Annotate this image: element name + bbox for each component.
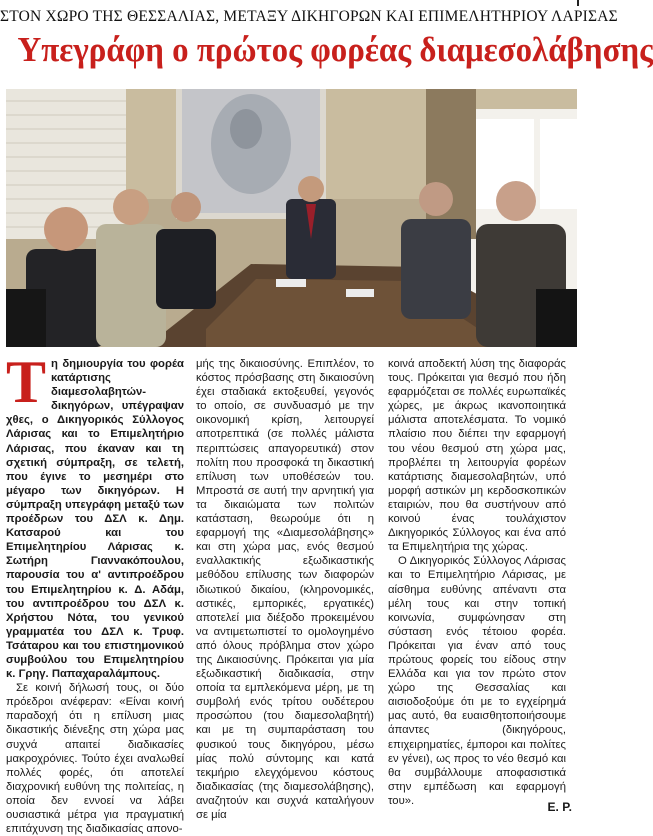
article-headline: Υπεγράφη ο πρώτος φορέας διαμεσολάβησης <box>17 30 653 69</box>
body-paragraph: μής της δικαιοσύνης. Επιπλέον, το κόστος πρόσβασης στη δικαιοσύνη έχει σταδιακά εκτοξευθεί, γεγονός το οποίο, σε συνδυασμό με την οικονομική κρίση, λειτουργεί αποτρεπτικά (σε πολλές μάλιστα περιπτώσεις απαγορευτικά) στον πολίτη που προσφοκά τη δικαστική επίλυση των υποθέσεών του. Μπροστά σε αυτή την αρνητική για τα δικαιώματα των πολιτών κατάσταση, θεωρούμε ότι η εφαρμογή της «Διαμεσολάβησης» και στη χώρα μας, ενός θεσμού εναλλακτικής εξωδικαστικής μεθόδου επίλυσης των διαφορών ιδιωτικού δικαίου, (κληρονομικές, αστικές, εμπορικές, εργατικές) αποτελεί μια διέξοδο προκειμένου να αντιμετωπιστεί το ομολογημένο από όλους πρόβλημα στον χώρο της Δικαιοσύνης. Πρόκειται για μία εξωδικαστική διαδικασία, στην οποία τα εμπλεκόμενα μέρη, με τη συμβολή ενός τρίτου ουδέτερου προσώπου (του διαμεσολαβητή) και με τη συμπαράσταση του φυσικού τους δικηγόρου, μέσω μίας πολύ σύντομης και κατά τεκμήριο ελεγχόμενου κόστους διαδικασίας (της διαμεσολάβησης), αναζητούν και συχνά καταλήγουν σε μία <box>196 358 374 821</box>
body-paragraph: κοινά αποδεκτή λύση της διαφοράς τους. Πρόκειται για θεσμό που ήδη εφαρμόζεται σε πολλές ευρωπαϊκές χώρες, με άκρως ικανοποιητικά μάλιστα αποτελέσματα. Το νομικό πλαίσιο που διέπει την εφαρμογή του νέου θεσμού στη χώρα μας, προβλέπει τη λειτουργία φορέων κατάρτισης διαμεσολαβητών, υπό μορφή αστικών μη κερδοσκοπικών εταιριών, που θα συστήνουν από κοινού ένας τουλάχιστον Δικηγορικός Σύλλογος και ένα από τα Επιμελητήρια της χώρας. <box>388 358 566 554</box>
body-column-2 <box>196 357 374 821</box>
body-paragraph: Ο Δικηγορικός Σύλλογος Λάρισας και το Επιμελητήριο Λάρισας, με αίσθημα ευθύνης απέναντι στα μέλη τους και στην τοπική κοινωνία, συμφώνησαν στη σύσταση ενός τέτοιου φορέα. Πρόκειται για έναν από τους πρώτους φορείς του είδους στην Ελλάδα και για τον πρώτο στον χώρο της Θεσσαλίας και αισιοδοξούμε ότι με το εγχείρημά μας αυτό, θα ευαισθητοποιήσουμε άπαντες (δικηγόρους, επιχειρηματίες, έμποροι και πολίτες εν γένει), ως προς το νέο θεσμό και θα συμβάλλουμε αποφασιστικά στην εμπέδωση και εφαρμογή του». <box>388 555 566 807</box>
body-column-1 <box>6 349 184 836</box>
body-column-3 <box>388 357 566 807</box>
drop-cap: Τ <box>6 349 47 415</box>
lead-paragraph: η δημιουργία του φορέα κατάρτισης διαμεσολαβητών-δικηγόρων, υπέγραψαν χθες, ο Δικηγορικός Σύλλογος Λάρισας και το Επιμελητήριο Λάρισας, που έκαναν και τη σχετική σύμπραξη, σε τελετή, που έγινε το μεσημέρι στο μέγαρο των δικηγόρων. Η σύμπραξη υπεγράφη μεταξύ των προέδρων του ΔΣΛ κ. Δημ. Κατσαρού και του Επιμελητηρίου Λάρισας κ. Σωτήρη Γιαννακόπουλου, παρουσία του α' αντιπροέδρου του Επιμελητηρίου κ. Δ. Αδάμ, του αντιπροέδρου του ΔΣΛ κ. Χρήστου Νότα, του γενικού γραμματέα του ΔΣΛ κ. Τρυφ. Τσάταρου και του επιστημονικού συμβούλου του Επιμελητηρίου κ. Γρηγ. Παπαχαραλάμπους. <box>6 358 184 681</box>
article-photo <box>6 89 577 347</box>
author-signature: Ε. Ρ. <box>547 800 572 814</box>
article-body <box>6 349 572 836</box>
page-edge-mark <box>577 0 579 6</box>
article-kicker: ΣΤΟΝ ΧΩΡΟ ΤΗΣ ΘΕΣΣΑΛΙΑΣ, ΜΕΤΑΞΥ ΔΙΚΗΓΟΡΩΝ ΚΑΙ ΕΠΙΜΕΛΗΤΗΡΙΟΥ ΛΑΡΙΣΑΣ <box>0 8 618 25</box>
body-paragraph: Σε κοινή δήλωσή τους, οι δύο πρόεδροι ανέφεραν: «Είναι κοινή παραδοχή ότι η επίλυση μιας δικαστικής διένεξης στη χώρα μας συχνά απαιτεί διαδικασίες μακροχρόνιες. Τούτο έχει αναλωθεί πολλές φορές, ότι αποτελεί διαχρονική ευθύνη της πολιτείας, η οποία δεν εννοεί να λάβει ουσιαστικά μέτρα για πραγματική επιτάχυνση της διαδικασίας απονο- <box>6 682 184 836</box>
